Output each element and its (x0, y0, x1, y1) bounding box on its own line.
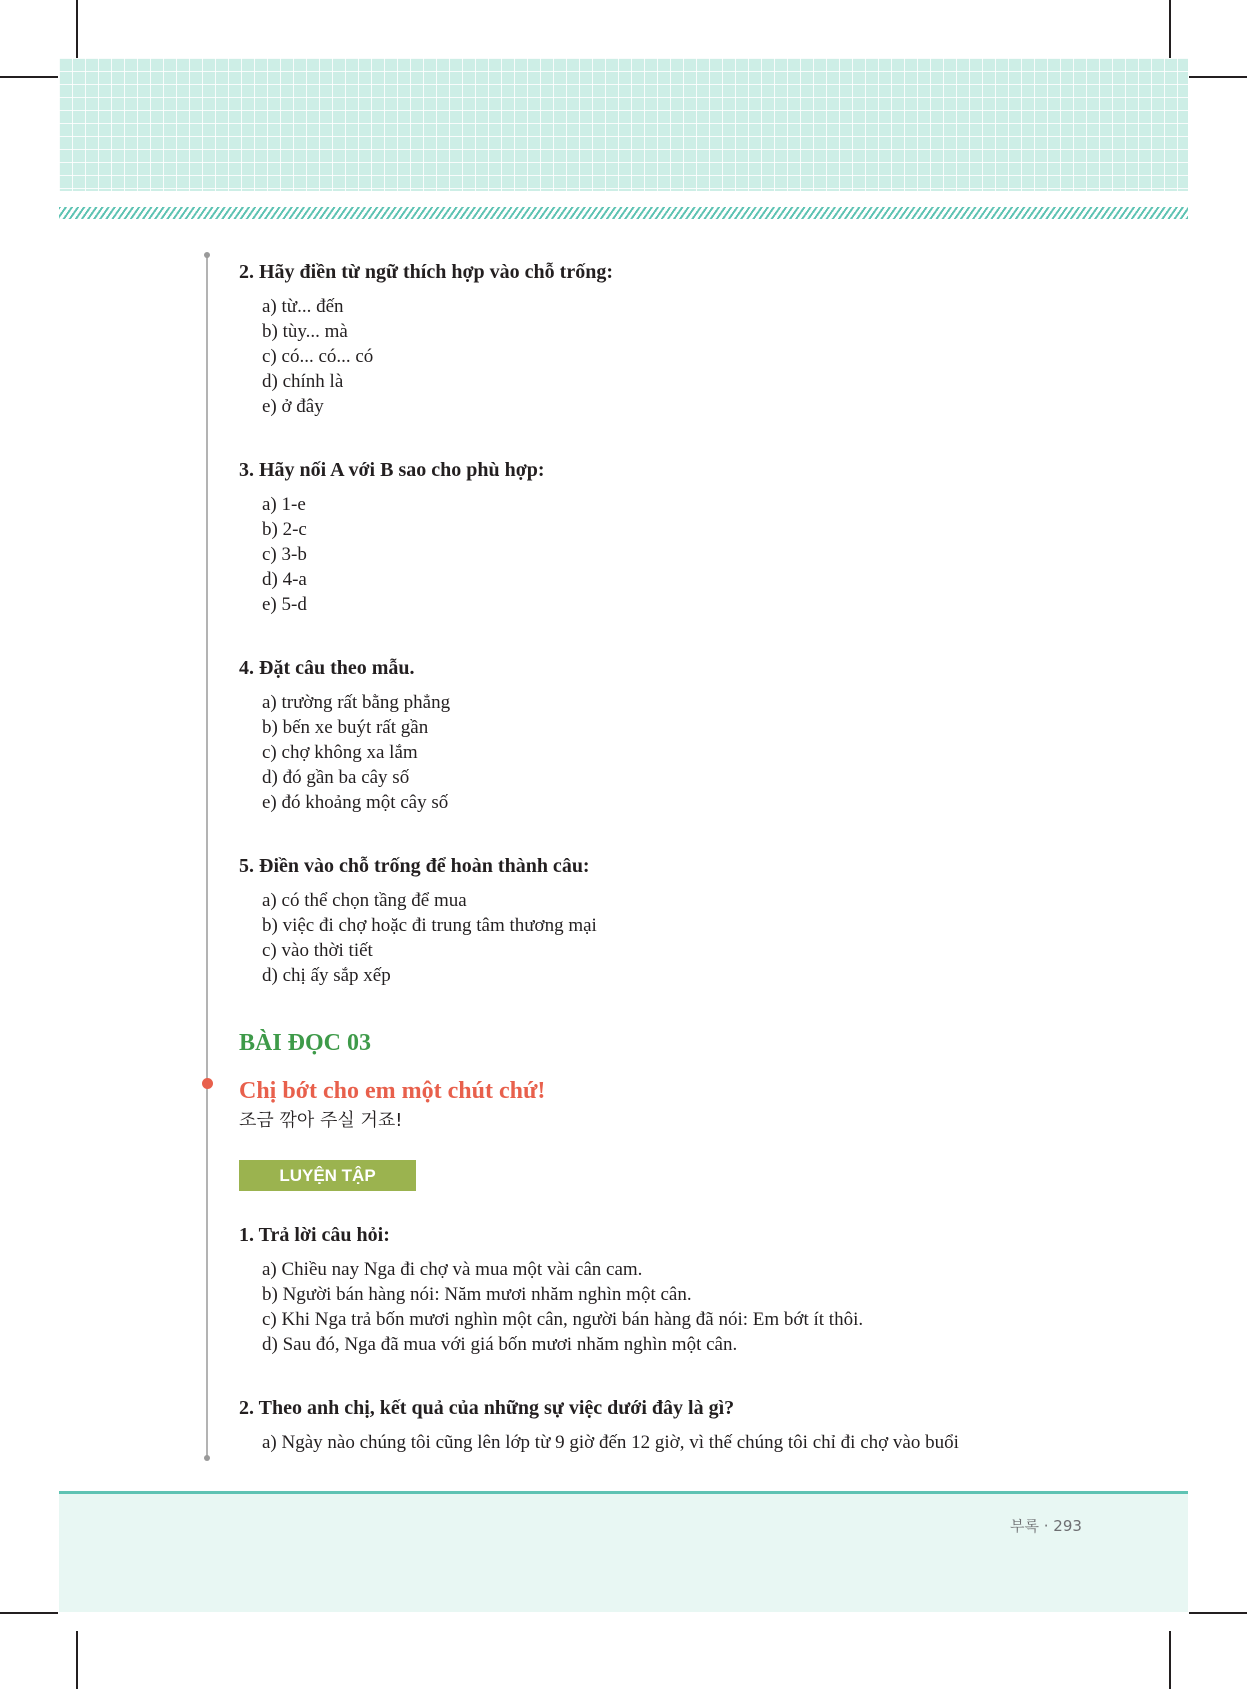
practice-1 (239, 1221, 1139, 1357)
margin-rule-top-dot (204, 252, 210, 258)
lesson-label: BÀI ĐỌC 03 (239, 1030, 372, 1056)
crop-mark (0, 76, 58, 78)
exercise-heading: 2. Hãy điền từ ngữ thích hợp vào chỗ trống: (239, 261, 614, 283)
answer-list (239, 492, 1139, 617)
answer-item: d) đó gần ba cây số (262, 767, 410, 788)
exercise-3 (239, 456, 1139, 617)
exercise-4 (239, 654, 1139, 815)
answer-item: c) vào thời tiết (262, 940, 373, 961)
exercise-2 (239, 258, 1139, 419)
answer-item: b) tùy... mà (262, 321, 348, 342)
exercise-5 (239, 852, 1139, 988)
answer-item: d) chị ấy sắp xếp (262, 965, 391, 986)
exercise-heading: 4. Đặt câu theo mẫu. (239, 657, 415, 679)
answer-item: b) việc đi chợ hoặc đi trung tâm thương mại (262, 915, 597, 936)
exercise-heading: 5. Điền vào chỗ trống để hoàn thành câu: (239, 855, 590, 877)
answer-item: e) 5-d (262, 594, 307, 615)
answer-item: a) 1-e (262, 494, 306, 515)
margin-rule (206, 255, 208, 1458)
answer-item: d) Sau đó, Nga đã mua với giá bốn mươi nhăm nghìn một cân. (262, 1334, 738, 1355)
crop-mark (1169, 1631, 1171, 1689)
answer-item: d) 4-a (262, 569, 307, 590)
exercise-heading: 1. Trả lời câu hỏi: (239, 1224, 390, 1246)
page-number: 부록 · 293 (1010, 1517, 1082, 1535)
lesson-marker-dot (202, 1078, 213, 1089)
answer-list (239, 888, 1139, 988)
exercise-heading: 3. Hãy nối A với B sao cho phù hợp: (239, 459, 545, 481)
lesson-title: Chị bớt cho em một chút chứ! (239, 1078, 546, 1104)
header-hatch-stripe (59, 207, 1188, 219)
answer-item: c) 3-b (262, 544, 307, 565)
answer-item: a) có thể chọn tầng để mua (262, 890, 467, 911)
lesson-title-korean: 조금 깎아 주실 거죠! (239, 1110, 403, 1131)
answer-item: b) bến xe buýt rất gần (262, 717, 429, 738)
answer-item: e) ở đây (262, 396, 324, 417)
practice-badge: LUYỆN TẬP (239, 1160, 416, 1191)
answer-list (239, 690, 1139, 815)
exercise-heading: 2. Theo anh chị, kết quả của những sự việc dưới đây là gì? (239, 1397, 735, 1419)
header-grid-band (59, 58, 1188, 191)
answer-list (239, 294, 1139, 419)
answer-item: a) trường rất bằng phẳng (262, 692, 451, 713)
answer-item: a) Chiều nay Nga đi chợ và mua một vài cân cam. (262, 1259, 643, 1280)
answer-item: b) Người bán hàng nói: Năm mươi nhăm nghìn một cân. (262, 1284, 692, 1305)
practice-2 (239, 1394, 1139, 1455)
answer-item: e) đó khoảng một cây số (262, 792, 449, 813)
answer-list (239, 1257, 1139, 1357)
crop-mark (1189, 76, 1247, 78)
answer-item: c) chợ không xa lắm (262, 742, 418, 763)
margin-rule-bottom-dot (204, 1455, 210, 1461)
crop-mark (1189, 1612, 1247, 1614)
answer-list (239, 1430, 1139, 1455)
footer-band (59, 1494, 1188, 1612)
crop-mark (76, 1631, 78, 1689)
crop-mark (0, 1612, 58, 1614)
answer-item: c) Khi Nga trả bốn mươi nghìn một cân, người bán hàng đã nói: Em bớt ít thôi. (262, 1309, 864, 1330)
answer-item: a) từ... đến (262, 296, 344, 317)
answer-item: c) có... có... có (262, 346, 374, 367)
crop-mark (76, 0, 78, 58)
answer-item: b) 2-c (262, 519, 307, 540)
crop-mark (1169, 0, 1171, 58)
answer-item: a) Ngày nào chúng tôi cũng lên lớp từ 9 giờ đến 12 giờ, vì thế chúng tôi chỉ đi chợ vào buổi (262, 1432, 959, 1453)
answer-item: d) chính là (262, 371, 344, 392)
page-content (239, 258, 1139, 1492)
